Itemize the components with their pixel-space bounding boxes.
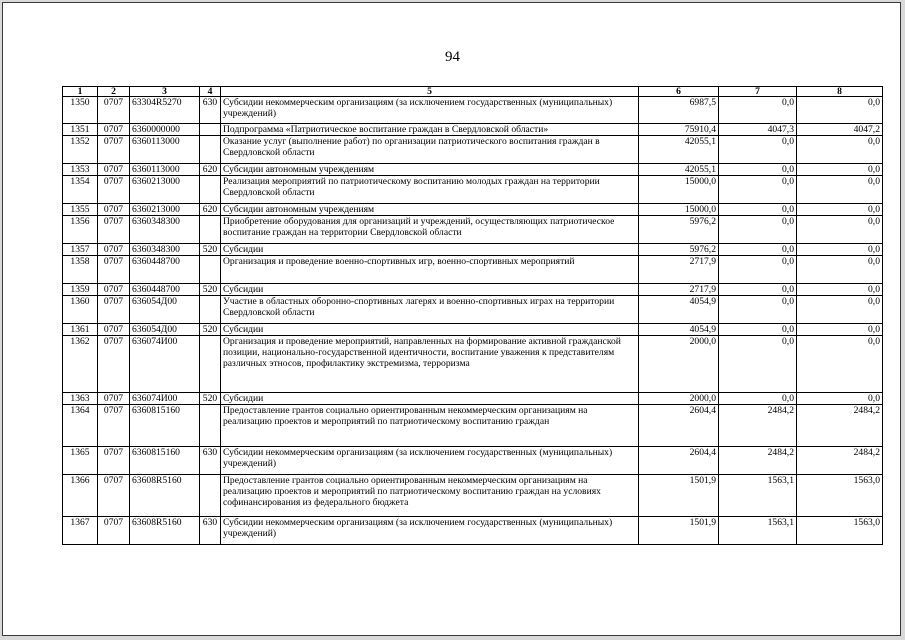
amount-cell: 2484,2 — [797, 405, 883, 447]
amount-cell: 2484,2 — [719, 447, 797, 475]
amount-cell: 15000,0 — [639, 204, 719, 216]
table-row — [63, 204, 883, 216]
amount-cell: 0,0 — [719, 216, 797, 244]
column-header: 4 — [200, 87, 221, 97]
amount-cell: 4054,9 — [639, 296, 719, 324]
section-cell: 0707 — [98, 336, 130, 393]
target-article-cell: 636074И00 — [130, 393, 200, 405]
row-number-cell: 1351 — [63, 124, 98, 136]
target-article-cell: 6360815160 — [130, 447, 200, 475]
amount-cell: 4054,9 — [639, 324, 719, 336]
amount-cell: 0,0 — [719, 256, 797, 284]
expense-type-cell: 520 — [200, 284, 221, 296]
row-number-cell: 1357 — [63, 244, 98, 256]
row-number-cell: 1358 — [63, 256, 98, 284]
target-article-cell: 636074И00 — [130, 336, 200, 393]
amount-cell: 4047,2 — [797, 124, 883, 136]
amount-cell: 42055,1 — [639, 164, 719, 176]
table-header-row — [63, 87, 883, 97]
target-article-cell: 63304R5270 — [130, 97, 200, 124]
expense-type-cell — [200, 176, 221, 204]
description-cell: Приобретение оборудования для организаций и учреждений, осуществляющих патриотическое воспитание граждан на территории Свердловской области — [221, 216, 639, 244]
description-cell: Субсидии автономным учреждениям — [221, 164, 639, 176]
target-article-cell: 636054Д00 — [130, 296, 200, 324]
amount-cell: 0,0 — [719, 136, 797, 164]
amount-cell: 0,0 — [797, 284, 883, 296]
row-number-cell: 1366 — [63, 475, 98, 517]
expense-type-cell — [200, 256, 221, 284]
description-cell: Субсидии — [221, 244, 639, 256]
amount-cell: 2717,9 — [639, 256, 719, 284]
section-cell: 0707 — [98, 393, 130, 405]
expense-type-cell: 520 — [200, 393, 221, 405]
amount-cell: 1501,9 — [639, 517, 719, 545]
table-row — [63, 284, 883, 296]
amount-cell: 2717,9 — [639, 284, 719, 296]
table-row — [63, 324, 883, 336]
amount-cell: 0,0 — [797, 393, 883, 405]
section-cell: 0707 — [98, 176, 130, 204]
row-number-cell: 1359 — [63, 284, 98, 296]
row-number-cell: 1360 — [63, 296, 98, 324]
amount-cell: 0,0 — [797, 244, 883, 256]
section-cell: 0707 — [98, 296, 130, 324]
description-cell: Реализация мероприятий по патриотическому воспитанию молодых граждан на территории Свердловской области — [221, 176, 639, 204]
expense-type-cell: 630 — [200, 97, 221, 124]
expense-type-cell — [200, 124, 221, 136]
table-row — [63, 216, 883, 244]
budget-table — [62, 86, 883, 545]
column-header: 7 — [719, 87, 797, 97]
table-row — [63, 517, 883, 545]
table-row — [63, 124, 883, 136]
row-number-cell: 1365 — [63, 447, 98, 475]
table-row — [63, 244, 883, 256]
amount-cell: 0,0 — [719, 296, 797, 324]
description-cell: Субсидии некоммерческим организациям (за исключением государственных (муниципальных) учреждений) — [221, 517, 639, 545]
amount-cell: 1563,0 — [797, 517, 883, 545]
amount-cell: 0,0 — [719, 176, 797, 204]
table-row — [63, 475, 883, 517]
section-cell: 0707 — [98, 204, 130, 216]
table-row — [63, 336, 883, 393]
row-number-cell: 1350 — [63, 97, 98, 124]
expense-type-cell — [200, 216, 221, 244]
amount-cell: 2484,2 — [797, 447, 883, 475]
row-number-cell: 1352 — [63, 136, 98, 164]
target-article-cell: 63608R5160 — [130, 517, 200, 545]
section-cell: 0707 — [98, 244, 130, 256]
description-cell: Субсидии — [221, 284, 639, 296]
section-cell: 0707 — [98, 447, 130, 475]
description-cell: Организация и проведение военно-спортивных игр, военно-спортивных мероприятий — [221, 256, 639, 284]
target-article-cell: 6360348300 — [130, 216, 200, 244]
amount-cell: 0,0 — [719, 204, 797, 216]
section-cell: 0707 — [98, 324, 130, 336]
amount-cell: 0,0 — [797, 136, 883, 164]
table-row — [63, 296, 883, 324]
page-number: 94 — [445, 49, 460, 65]
target-article-cell: 636054Д00 — [130, 324, 200, 336]
amount-cell: 0,0 — [797, 176, 883, 204]
description-cell: Субсидии автономным учреждениям — [221, 204, 639, 216]
amount-cell: 0,0 — [797, 97, 883, 124]
amount-cell: 0,0 — [797, 216, 883, 244]
amount-cell: 1563,1 — [719, 475, 797, 517]
target-article-cell: 6360348300 — [130, 244, 200, 256]
description-cell: Субсидии некоммерческим организациям (за исключением государственных (муниципальных) учреждений) — [221, 447, 639, 475]
description-cell: Организация и проведение мероприятий, направленных на формирование активной гражданской позиции, национально-государственной идентичности, воспитание уважения к представителям различных этносов, профилактику экстремизма, терроризма — [221, 336, 639, 393]
expense-type-cell: 620 — [200, 204, 221, 216]
description-cell: Подпрограмма «Патриотическое воспитание граждан в Свердловской области» — [221, 124, 639, 136]
section-cell: 0707 — [98, 97, 130, 124]
row-number-cell: 1364 — [63, 405, 98, 447]
table-row — [63, 97, 883, 124]
description-cell: Субсидии — [221, 393, 639, 405]
expense-type-cell — [200, 405, 221, 447]
description-cell: Предоставление грантов социально ориентированным некоммерческим организациям на реализацию проектов и мероприятий по патриотическому воспитанию граждан на условиях софинансирования из федерального бюджета — [221, 475, 639, 517]
expense-type-cell: 630 — [200, 517, 221, 545]
description-cell: Участие в областных оборонно-спортивных лагерях и военно-спортивных играх на территории Свердловской области — [221, 296, 639, 324]
amount-cell: 0,0 — [797, 336, 883, 393]
table-row — [63, 405, 883, 447]
amount-cell: 15000,0 — [639, 176, 719, 204]
expense-type-cell: 620 — [200, 164, 221, 176]
expense-type-cell — [200, 475, 221, 517]
amount-cell: 0,0 — [719, 324, 797, 336]
row-number-cell: 1354 — [63, 176, 98, 204]
amount-cell: 6987,5 — [639, 97, 719, 124]
row-number-cell: 1363 — [63, 393, 98, 405]
section-cell: 0707 — [98, 164, 130, 176]
table-body — [63, 97, 883, 545]
column-header: 2 — [98, 87, 130, 97]
amount-cell: 2484,2 — [719, 405, 797, 447]
section-cell: 0707 — [98, 475, 130, 517]
expense-type-cell: 630 — [200, 447, 221, 475]
target-article-cell: 6360815160 — [130, 405, 200, 447]
description-cell: Субсидии некоммерческим организациям (за исключением государственных (муниципальных) учреждений) — [221, 97, 639, 124]
amount-cell: 5976,2 — [639, 244, 719, 256]
amount-cell: 0,0 — [797, 204, 883, 216]
description-cell: Предоставление грантов социально ориентированным некоммерческим организациям на реализацию проектов и мероприятий по патриотическому воспитанию граждан — [221, 405, 639, 447]
amount-cell: 0,0 — [797, 324, 883, 336]
amount-cell: 1501,9 — [639, 475, 719, 517]
target-article-cell: 6360213000 — [130, 176, 200, 204]
section-cell: 0707 — [98, 124, 130, 136]
amount-cell: 5976,2 — [639, 216, 719, 244]
amount-cell: 1563,1 — [719, 517, 797, 545]
section-cell: 0707 — [98, 284, 130, 296]
amount-cell: 42055,1 — [639, 136, 719, 164]
expense-type-cell — [200, 336, 221, 393]
table-row — [63, 256, 883, 284]
row-number-cell: 1361 — [63, 324, 98, 336]
expense-type-cell: 520 — [200, 244, 221, 256]
target-article-cell: 6360448700 — [130, 256, 200, 284]
target-article-cell: 6360113000 — [130, 136, 200, 164]
column-header: 1 — [63, 87, 98, 97]
section-cell: 0707 — [98, 405, 130, 447]
section-cell: 0707 — [98, 256, 130, 284]
column-header: 5 — [221, 87, 639, 97]
amount-cell: 2000,0 — [639, 393, 719, 405]
amount-cell: 2000,0 — [639, 336, 719, 393]
row-number-cell: 1367 — [63, 517, 98, 545]
amount-cell: 0,0 — [719, 284, 797, 296]
column-header: 8 — [797, 87, 883, 97]
row-number-cell: 1355 — [63, 204, 98, 216]
row-number-cell: 1356 — [63, 216, 98, 244]
amount-cell: 0,0 — [719, 164, 797, 176]
column-header: 3 — [130, 87, 200, 97]
amount-cell: 2604,4 — [639, 447, 719, 475]
table-row — [63, 136, 883, 164]
section-cell: 0707 — [98, 216, 130, 244]
expense-type-cell — [200, 136, 221, 164]
amount-cell: 0,0 — [719, 244, 797, 256]
amount-cell: 4047,3 — [719, 124, 797, 136]
column-header: 6 — [639, 87, 719, 97]
target-article-cell: 6360113000 — [130, 164, 200, 176]
target-article-cell: 6360000000 — [130, 124, 200, 136]
amount-cell: 2604,4 — [639, 405, 719, 447]
section-cell: 0707 — [98, 136, 130, 164]
target-article-cell: 6360213000 — [130, 204, 200, 216]
amount-cell: 1563,0 — [797, 475, 883, 517]
description-cell: Оказание услуг (выполнение работ) по организации патриотического воспитания граждан в Свердловской области — [221, 136, 639, 164]
amount-cell: 75910,4 — [639, 124, 719, 136]
expense-type-cell — [200, 296, 221, 324]
expense-type-cell: 520 — [200, 324, 221, 336]
amount-cell: 0,0 — [797, 256, 883, 284]
target-article-cell: 6360448700 — [130, 284, 200, 296]
table-row — [63, 393, 883, 405]
amount-cell: 0,0 — [719, 336, 797, 393]
table-row — [63, 176, 883, 204]
amount-cell: 0,0 — [797, 296, 883, 324]
row-number-cell: 1353 — [63, 164, 98, 176]
row-number-cell: 1362 — [63, 336, 98, 393]
table-row — [63, 164, 883, 176]
amount-cell: 0,0 — [719, 97, 797, 124]
amount-cell: 0,0 — [797, 164, 883, 176]
table-row — [63, 447, 883, 475]
description-cell: Субсидии — [221, 324, 639, 336]
target-article-cell: 63608R5160 — [130, 475, 200, 517]
amount-cell: 0,0 — [719, 393, 797, 405]
section-cell: 0707 — [98, 517, 130, 545]
